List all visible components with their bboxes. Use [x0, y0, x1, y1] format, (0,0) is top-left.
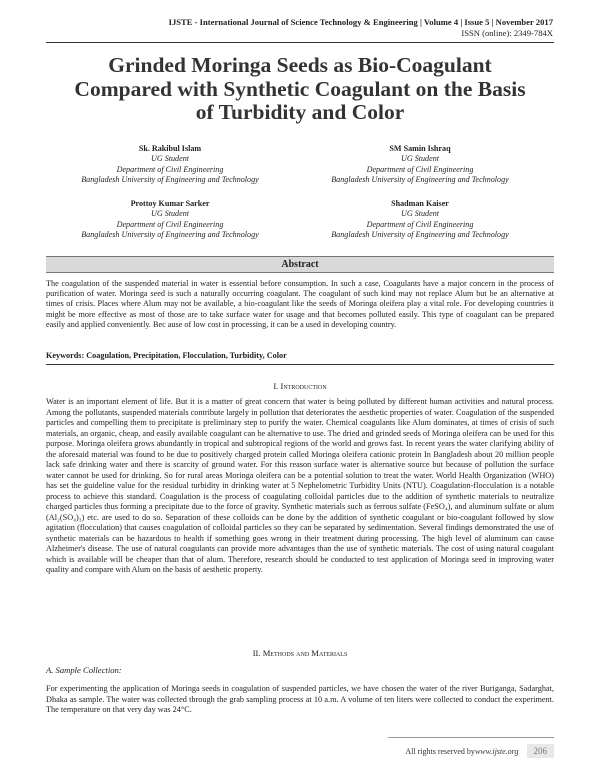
title-line-1: Grinded Moringa Seeds as Bio-Coagulant — [108, 53, 492, 77]
author-name: Prottoy Kumar Sarker — [130, 199, 210, 208]
author-dept: Department of Civil Engineering — [366, 164, 474, 174]
footer-divider — [388, 737, 554, 738]
author-name: Shadman Kaiser — [391, 199, 449, 208]
section-heading-methods: II. Methods and Materials — [252, 648, 348, 658]
author-name: SM Samin Ishraq — [389, 144, 451, 153]
header-divider — [46, 42, 554, 43]
paper-title — [46, 54, 554, 125]
author-dept: Department of Civil Engineering — [116, 219, 224, 229]
author-affiliation: Bangladesh University of Engineering and Technology — [331, 175, 509, 185]
abstract-text: The coagulation of the suspended material in water is essential before consumption. In such a case, Coagulants have a major concern in the process of purification of water. Moringa seed is such a naturally occurring coagulant. The coagulant of such kind may not replace Alum but be an alternative at times of crisis. Places where Alum may not be available, a bio-coagulant like the seeds of Moringa oleifera play a vital role. For developing countries it might be more effective as most of those are to take surface water for usage and that becomes polluted easily. This type of coagulant can be prepared easily and applied conveniently. Bec ause of low cost in processing, it can be a used in developing country. — [46, 279, 554, 329]
author-affiliation: Bangladesh University of Engineering and Technology — [81, 175, 259, 185]
footer-rights: All rights reserved by — [405, 746, 475, 756]
subsection-heading-sample-collection: A. Sample Collection: — [46, 665, 122, 675]
section-heading-introduction: I. Introduction — [273, 381, 327, 391]
footer-url[interactable]: www.ijste.org — [474, 746, 519, 756]
author-block-1 — [40, 144, 300, 186]
title-line-2: Compared with Synthetic Coagulant on the Basis — [74, 76, 526, 101]
author-role: UG Student — [401, 154, 439, 164]
author-block-2 — [290, 144, 550, 186]
abstract-divider — [46, 364, 554, 365]
page-footer — [405, 744, 554, 758]
title-line-3: of Turbidity and Color — [195, 100, 405, 124]
abstract-heading: Abstract — [46, 256, 554, 273]
author-dept: Department of Civil Engineering — [116, 164, 224, 174]
journal-title: IJSTE - International Journal of Science Technology & Engineering | Volume 4 | Issue 5 | November 2017 — [168, 17, 553, 27]
author-name: Sk. Rakibul Islam — [138, 144, 202, 153]
author-role: UG Student — [151, 154, 189, 164]
keywords: Keywords: Coagulation, Precipitation, Flocculation, Turbidity, Color — [46, 351, 287, 360]
author-role: UG Student — [151, 209, 189, 219]
author-block-4 — [290, 199, 550, 241]
author-dept: Department of Civil Engineering — [366, 219, 474, 229]
author-role: UG Student — [401, 209, 439, 219]
author-affiliation: Bangladesh University of Engineering and Technology — [81, 230, 259, 240]
introduction-text: Water is an important element of life. But it is a matter of great concern that water is being polluted by different human activities and natural process. Among the pollutants, suspended materials contribute largely in pollution that deteriorates the aesthetic properties of water. Coagulation of the suspended particles and compelling them to precipitate is preliminary step to purify the water. Chemical coagulants like Alum dominates, at times of crisis of such materials, an organic, cheap, and easily available coagulant can be alternative to use. The dried and grinded seeds of Moringa oleifera can be used for this purpose. Moringa oleifera grows abundantly in tropical and subtropical regions of the world and grows fast. In recent years the water clarifying ability of the aforesaid material was found to be due to positively charged protein called Moringa oleifera cationic protein In Bangladesh about 20 million people lack safe drinking water and there is scarcity of ground water. For this reason surface water is alternative source but because of pollution the surface water cannot be used for drinking. So for rural areas Moringa oleifera can be a potential solution to treat the water. World Health Organization (WHO) has set the guideline value for the residual turbidity in drinking water at 5 Nephelometric Turbidity Units (NTU). Coagulation-flocculation is a notable process to achieve this standard. Coagulation is the process of coagulating colloidal particles due to the addition of synthetic materials to neutralize charged particles thus forming a precipitate due to the force of gravity. Synthetic materials such as ferrous sulfate (FeSO₄), and aluminum sulfate or alum (Al₂(SO₄)₃) etc. are used to do so. Separation of these colloids can be done by the addition of synthetic coagulant or bio-coagulant followed by slow agitation (flocculation) that causes coagulation of colloidal particles so they can be separated by sedimentation. Several findings demonstrated the use of synthetic materials can be hazardous to health if something goes wrong in their treatment during processing. The high level of aluminum can cause Alzheimer's disease. The use of natural coagulants can provide more advantages than the use of synthetic materials. The cost of using natural coagulant which is available will be cheaper than that of alum. Therefore, research should be conducted to test application of Moringa seed in improving water quality and compare with Alum on the basis of aesthetic property. — [46, 397, 554, 574]
author-affiliation: Bangladesh University of Engineering and Technology — [331, 230, 509, 240]
journal-issn: ISSN (online): 2349-784X — [461, 28, 553, 38]
journal-header — [169, 17, 553, 39]
sample-collection-text: For experimenting the application of Moringa seeds in coagulation of suspended particles, we have chosen the water of the river Buriganga, Sadarghat, Dhaka as sample. The water was collected through the grab sampling process at 10 a.m. A volume of ten liters were collected to conduct the experiment. The temperature on that very day was 24°C. — [46, 684, 554, 714]
page-number: 206 — [527, 744, 555, 758]
author-block-3 — [40, 199, 300, 241]
